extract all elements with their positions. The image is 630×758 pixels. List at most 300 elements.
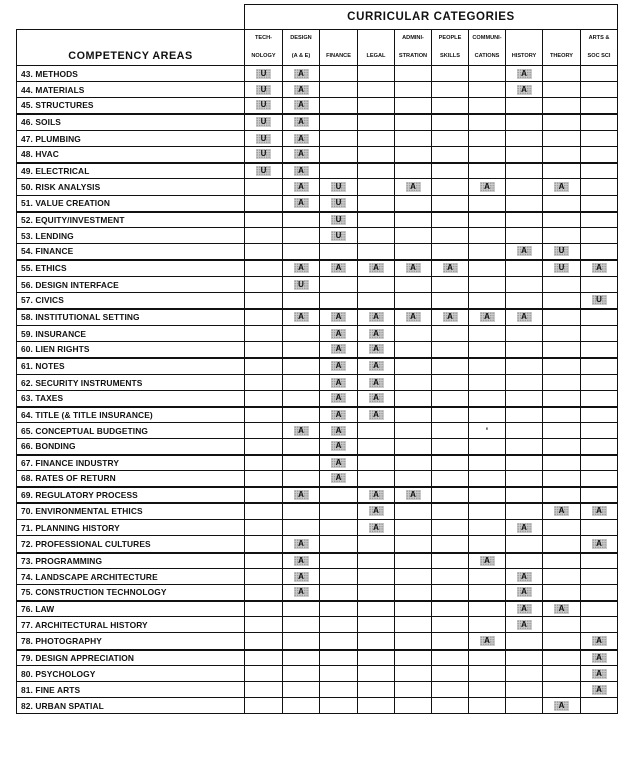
matrix-cell xyxy=(245,553,283,569)
competency-label: 74. LANDSCAPE ARCHITECTURE xyxy=(17,569,245,585)
mark-badge: A xyxy=(331,378,346,388)
competency-label: 66. BONDING xyxy=(17,439,245,455)
category-header xyxy=(358,30,395,66)
mark-badge: A xyxy=(480,636,495,646)
matrix-cell xyxy=(245,666,283,682)
matrix-cell xyxy=(543,569,581,585)
mark-badge: ' xyxy=(485,425,489,436)
matrix-cell xyxy=(320,698,358,714)
matrix-cell xyxy=(543,212,581,228)
matrix-cell xyxy=(469,82,506,98)
matrix-cell xyxy=(581,569,618,585)
matrix-cell xyxy=(283,114,320,131)
matrix-cell xyxy=(395,682,432,698)
matrix-cell xyxy=(320,131,358,147)
table-row xyxy=(17,228,618,244)
matrix-cell xyxy=(358,536,395,553)
matrix-cell xyxy=(506,66,543,82)
matrix-cell xyxy=(543,455,581,471)
matrix-cell xyxy=(283,423,320,439)
competency-label: 51. VALUE CREATION xyxy=(17,196,245,212)
matrix-cell xyxy=(245,423,283,439)
matrix-cell xyxy=(283,585,320,601)
category-header xyxy=(395,30,432,66)
matrix-cell xyxy=(543,520,581,536)
matrix-cell xyxy=(506,147,543,163)
matrix-cell xyxy=(358,114,395,131)
matrix-cell xyxy=(432,358,469,375)
matrix-cell xyxy=(283,293,320,309)
mark-badge: A xyxy=(331,410,346,420)
matrix-cell xyxy=(469,212,506,228)
matrix-cell xyxy=(581,309,618,326)
competency-label: 48. HVAC xyxy=(17,147,245,163)
mark-badge: A xyxy=(294,539,309,549)
matrix-cell xyxy=(395,114,432,131)
matrix-cell xyxy=(581,228,618,244)
matrix-cell xyxy=(469,423,506,439)
matrix-cell xyxy=(283,503,320,520)
matrix-cell xyxy=(358,179,395,196)
table-row xyxy=(17,601,618,617)
table-row xyxy=(17,455,618,471)
matrix-cell xyxy=(506,326,543,342)
matrix-cell xyxy=(320,666,358,682)
matrix-cell xyxy=(469,244,506,260)
category-header xyxy=(543,30,581,66)
matrix-cell xyxy=(581,471,618,487)
matrix-cell xyxy=(283,439,320,455)
matrix-cell xyxy=(283,260,320,277)
mark-badge: A xyxy=(294,100,309,110)
matrix-cell xyxy=(543,228,581,244)
category-header xyxy=(581,30,618,66)
matrix-cell xyxy=(581,633,618,650)
matrix-cell xyxy=(358,423,395,439)
matrix-cell xyxy=(358,617,395,633)
curricular-categories-title: CURRICULAR CATEGORIES xyxy=(245,5,618,30)
matrix-cell xyxy=(469,131,506,147)
mark-badge: U xyxy=(592,295,607,305)
matrix-cell xyxy=(581,455,618,471)
matrix-cell xyxy=(283,196,320,212)
matrix-cell xyxy=(469,326,506,342)
matrix-cell xyxy=(245,585,283,601)
matrix-cell xyxy=(432,569,469,585)
matrix-cell xyxy=(432,617,469,633)
matrix-cell xyxy=(283,666,320,682)
matrix-cell xyxy=(581,196,618,212)
matrix-cell xyxy=(543,326,581,342)
mark-badge: A xyxy=(592,539,607,549)
matrix-cell xyxy=(543,163,581,179)
matrix-cell xyxy=(320,536,358,553)
table-row xyxy=(17,471,618,487)
matrix-cell xyxy=(320,650,358,666)
matrix-cell xyxy=(283,309,320,326)
matrix-cell xyxy=(432,553,469,569)
matrix-cell xyxy=(432,293,469,309)
matrix-cell xyxy=(506,163,543,179)
matrix-cell xyxy=(469,391,506,407)
competency-label: 50. RISK ANALYSIS xyxy=(17,179,245,196)
matrix-cell xyxy=(358,682,395,698)
matrix-cell xyxy=(245,358,283,375)
matrix-cell xyxy=(320,585,358,601)
matrix-cell xyxy=(469,163,506,179)
table-row xyxy=(17,503,618,520)
matrix-cell xyxy=(395,650,432,666)
matrix-cell xyxy=(581,244,618,260)
matrix-cell xyxy=(506,277,543,293)
matrix-cell xyxy=(469,650,506,666)
matrix-cell xyxy=(432,391,469,407)
mark-badge: U xyxy=(256,166,271,176)
matrix-cell xyxy=(358,309,395,326)
matrix-cell xyxy=(358,260,395,277)
table-row xyxy=(17,358,618,375)
matrix-cell xyxy=(320,228,358,244)
matrix-cell xyxy=(358,487,395,503)
matrix-cell xyxy=(581,260,618,277)
matrix-cell xyxy=(245,309,283,326)
matrix-cell xyxy=(245,536,283,553)
matrix-cell xyxy=(543,244,581,260)
matrix-cell xyxy=(283,471,320,487)
mark-badge: A xyxy=(331,361,346,371)
matrix-cell xyxy=(395,439,432,455)
mark-badge: U xyxy=(256,100,271,110)
matrix-cell xyxy=(543,666,581,682)
matrix-cell xyxy=(245,375,283,391)
matrix-cell xyxy=(358,520,395,536)
competency-areas-header: COMPETENCY AREAS xyxy=(17,30,245,66)
matrix-cell xyxy=(506,98,543,114)
matrix-cell xyxy=(395,520,432,536)
matrix-cell xyxy=(469,277,506,293)
matrix-cell xyxy=(245,439,283,455)
competency-label: 75. CONSTRUCTION TECHNOLOGY xyxy=(17,585,245,601)
matrix-cell xyxy=(581,114,618,131)
matrix-cell xyxy=(543,260,581,277)
matrix-cell xyxy=(283,163,320,179)
matrix-cell xyxy=(283,179,320,196)
competency-label: 44. MATERIALS xyxy=(17,82,245,98)
matrix-cell xyxy=(358,601,395,617)
matrix-cell xyxy=(432,66,469,82)
matrix-cell xyxy=(245,196,283,212)
category-header xyxy=(432,30,469,66)
competency-label: 76. LAW xyxy=(17,601,245,617)
matrix-cell xyxy=(395,244,432,260)
category-header-line1: PEOPLE xyxy=(438,35,462,41)
matrix-cell xyxy=(395,163,432,179)
table-row xyxy=(17,423,618,439)
matrix-cell xyxy=(358,375,395,391)
matrix-cell xyxy=(283,277,320,293)
column-header-row xyxy=(17,30,618,66)
matrix-cell xyxy=(358,163,395,179)
table-row xyxy=(17,682,618,698)
mark-badge: A xyxy=(294,85,309,95)
mark-badge: A xyxy=(369,523,384,533)
matrix-cell xyxy=(581,585,618,601)
matrix-cell xyxy=(395,228,432,244)
matrix-cell xyxy=(543,293,581,309)
matrix-cell xyxy=(283,520,320,536)
matrix-cell xyxy=(395,375,432,391)
matrix-cell xyxy=(543,358,581,375)
table-row xyxy=(17,439,618,455)
matrix-cell xyxy=(395,553,432,569)
matrix-cell xyxy=(506,423,543,439)
matrix-cell xyxy=(506,391,543,407)
category-header-line2: NOLOGY xyxy=(251,53,276,60)
category-header-line2: SKILLS xyxy=(440,53,460,60)
mark-badge: A xyxy=(554,701,569,711)
matrix-cell xyxy=(283,326,320,342)
matrix-cell xyxy=(469,98,506,114)
matrix-cell xyxy=(245,147,283,163)
matrix-cell xyxy=(283,407,320,423)
matrix-cell xyxy=(245,244,283,260)
matrix-cell xyxy=(432,423,469,439)
matrix-cell xyxy=(506,228,543,244)
matrix-cell xyxy=(432,196,469,212)
matrix-cell xyxy=(320,520,358,536)
matrix-cell xyxy=(506,375,543,391)
matrix-cell xyxy=(432,601,469,617)
matrix-cell xyxy=(543,179,581,196)
mark-badge: A xyxy=(554,506,569,516)
matrix-cell xyxy=(245,633,283,650)
matrix-cell xyxy=(283,633,320,650)
category-header-line1: COMMUNI- xyxy=(472,35,502,41)
matrix-cell xyxy=(581,423,618,439)
matrix-cell xyxy=(506,650,543,666)
table-row xyxy=(17,569,618,585)
matrix-cell xyxy=(581,503,618,520)
matrix-cell xyxy=(543,309,581,326)
matrix-cell xyxy=(320,293,358,309)
matrix-cell xyxy=(395,358,432,375)
matrix-cell xyxy=(245,277,283,293)
mark-badge: U xyxy=(256,69,271,79)
category-header xyxy=(320,30,358,66)
matrix-cell xyxy=(432,98,469,114)
matrix-cell xyxy=(320,260,358,277)
matrix-cell xyxy=(320,633,358,650)
table-row xyxy=(17,260,618,277)
matrix-cell xyxy=(245,98,283,114)
mark-badge: U xyxy=(554,246,569,256)
matrix-cell xyxy=(581,277,618,293)
competency-label: 67. FINANCE INDUSTRY xyxy=(17,455,245,471)
matrix-cell xyxy=(506,293,543,309)
matrix-cell xyxy=(543,391,581,407)
matrix-cell xyxy=(358,212,395,228)
matrix-cell xyxy=(469,260,506,277)
competency-label: 58. INSTITUTIONAL SETTING xyxy=(17,309,245,326)
matrix-cell xyxy=(395,131,432,147)
matrix-cell xyxy=(506,666,543,682)
mark-badge: A xyxy=(406,263,421,273)
matrix-cell xyxy=(506,617,543,633)
mark-badge: A xyxy=(294,572,309,582)
matrix-cell xyxy=(581,487,618,503)
matrix-cell xyxy=(543,633,581,650)
matrix-cell xyxy=(320,391,358,407)
category-header-line1: TECH- xyxy=(254,35,273,41)
competency-label: 69. REGULATORY PROCESS xyxy=(17,487,245,503)
matrix-cell xyxy=(581,439,618,455)
matrix-cell xyxy=(432,503,469,520)
matrix-cell xyxy=(469,358,506,375)
competency-label: 62. SECURITY INSTRUMENTS xyxy=(17,375,245,391)
table-row xyxy=(17,326,618,342)
matrix-cell xyxy=(543,471,581,487)
matrix-cell xyxy=(395,585,432,601)
matrix-cell xyxy=(320,326,358,342)
matrix-cell xyxy=(469,342,506,358)
matrix-cell xyxy=(506,536,543,553)
matrix-cell xyxy=(543,617,581,633)
matrix-cell xyxy=(469,487,506,503)
matrix-cell xyxy=(283,650,320,666)
title-row xyxy=(17,5,618,30)
matrix-cell xyxy=(320,163,358,179)
matrix-cell xyxy=(469,439,506,455)
matrix-cell xyxy=(432,277,469,293)
matrix-cell xyxy=(395,82,432,98)
matrix-cell xyxy=(320,569,358,585)
competency-label: 47. PLUMBING xyxy=(17,131,245,147)
matrix-cell xyxy=(543,407,581,423)
competency-label: 70. ENVIRONMENTAL ETHICS xyxy=(17,503,245,520)
table-row xyxy=(17,391,618,407)
mark-badge: A xyxy=(369,378,384,388)
matrix-cell xyxy=(358,650,395,666)
matrix-cell xyxy=(358,342,395,358)
table-row xyxy=(17,536,618,553)
matrix-cell xyxy=(245,391,283,407)
matrix-cell xyxy=(320,439,358,455)
matrix-cell xyxy=(543,439,581,455)
matrix-cell xyxy=(469,682,506,698)
matrix-cell xyxy=(469,407,506,423)
matrix-cell xyxy=(469,147,506,163)
competency-label: 78. PHOTOGRAPHY xyxy=(17,633,245,650)
matrix-cell xyxy=(320,179,358,196)
table-row xyxy=(17,585,618,601)
matrix-cell xyxy=(506,82,543,98)
matrix-cell xyxy=(358,553,395,569)
matrix-cell xyxy=(506,585,543,601)
category-header xyxy=(469,30,506,66)
matrix-cell xyxy=(358,293,395,309)
matrix-cell xyxy=(245,487,283,503)
matrix-cell xyxy=(432,585,469,601)
matrix-cell xyxy=(469,471,506,487)
matrix-cell xyxy=(320,617,358,633)
category-header-line2: STRATION xyxy=(398,53,428,60)
matrix-cell xyxy=(320,98,358,114)
table-row xyxy=(17,244,618,260)
competency-label: 49. ELECTRICAL xyxy=(17,163,245,179)
matrix-cell xyxy=(283,455,320,471)
matrix-cell xyxy=(358,244,395,260)
matrix-cell xyxy=(469,585,506,601)
mark-badge: A xyxy=(554,182,569,192)
table-row xyxy=(17,633,618,650)
matrix-cell xyxy=(358,277,395,293)
matrix-cell xyxy=(283,228,320,244)
matrix-cell xyxy=(320,147,358,163)
matrix-cell xyxy=(283,342,320,358)
matrix-cell xyxy=(469,228,506,244)
table-row xyxy=(17,98,618,114)
mark-badge: A xyxy=(406,490,421,500)
matrix-cell xyxy=(432,536,469,553)
matrix-cell xyxy=(245,569,283,585)
matrix-cell xyxy=(320,358,358,375)
mark-badge: A xyxy=(331,263,346,273)
matrix-cell xyxy=(358,66,395,82)
competency-label: 64. TITLE (& TITLE INSURANCE) xyxy=(17,407,245,423)
matrix-body xyxy=(17,66,618,714)
matrix-cell xyxy=(432,682,469,698)
matrix-cell xyxy=(395,569,432,585)
competency-label: 63. TAXES xyxy=(17,391,245,407)
mark-badge: A xyxy=(592,506,607,516)
matrix-cell xyxy=(506,212,543,228)
matrix-cell xyxy=(543,553,581,569)
matrix-cell xyxy=(395,455,432,471)
matrix-cell xyxy=(395,147,432,163)
matrix-cell xyxy=(506,407,543,423)
table-row xyxy=(17,163,618,179)
matrix-cell xyxy=(245,179,283,196)
matrix-cell xyxy=(245,131,283,147)
matrix-cell xyxy=(543,650,581,666)
matrix-cell xyxy=(358,666,395,682)
matrix-cell xyxy=(581,666,618,682)
matrix-cell xyxy=(506,503,543,520)
competency-label: 45. STRUCTURES xyxy=(17,98,245,114)
matrix-cell xyxy=(283,698,320,714)
competency-label: 54. FINANCE xyxy=(17,244,245,260)
matrix-cell xyxy=(469,698,506,714)
matrix-cell xyxy=(469,179,506,196)
matrix-cell xyxy=(432,666,469,682)
mark-badge: A xyxy=(369,393,384,403)
competency-label: 56. DESIGN INTERFACE xyxy=(17,277,245,293)
matrix-cell xyxy=(283,569,320,585)
matrix-cell xyxy=(245,682,283,698)
matrix-cell xyxy=(358,98,395,114)
table-row xyxy=(17,147,618,163)
matrix-cell xyxy=(432,260,469,277)
matrix-cell xyxy=(245,82,283,98)
mark-badge: A xyxy=(369,312,384,322)
matrix-cell xyxy=(245,650,283,666)
matrix-cell xyxy=(245,114,283,131)
category-header-line2: SOC SCI xyxy=(587,53,611,60)
matrix-cell xyxy=(245,228,283,244)
matrix-cell xyxy=(581,82,618,98)
matrix-cell xyxy=(358,569,395,585)
category-header-line2: FINANCE xyxy=(326,53,351,60)
